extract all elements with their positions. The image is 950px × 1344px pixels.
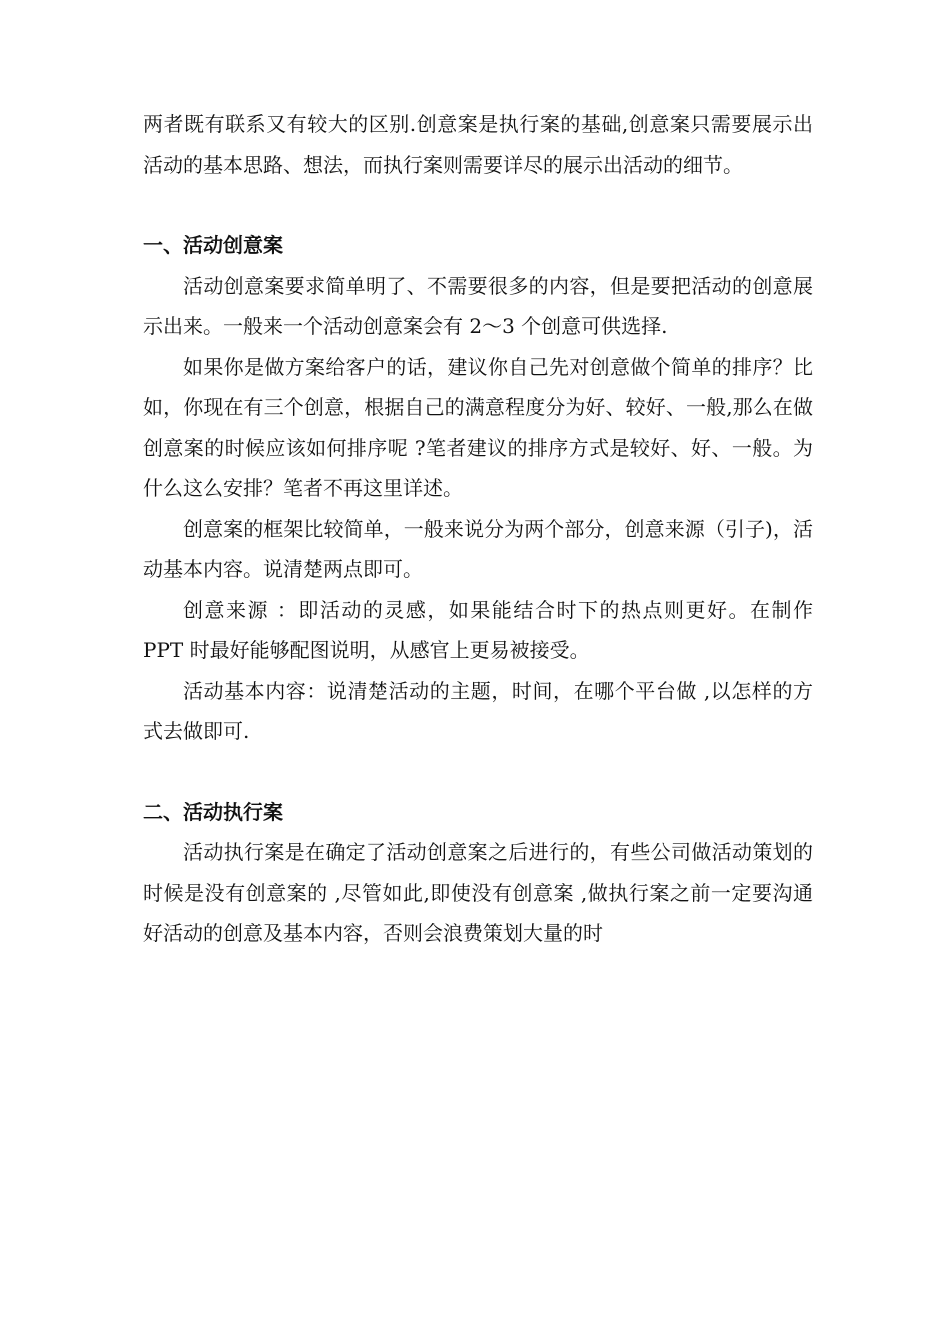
creative-paragraph-3: 创意案的框架比较简单，一般来说分为两个部分，创意来源（引子)，活动基本内容。说清楚两点即可。 — [143, 516, 813, 581]
section-heading-execution: 二、活动执行案 — [143, 799, 283, 824]
section-heading-creative: 一、活动创意案 — [143, 233, 283, 257]
creative-paragraph-4: 创意来源 ：即活动的灵感，如果能结合时下的热点则更好。在制作 PPT 时最好能够配图说明，从感官上更易被接受。 — [143, 597, 813, 662]
creative-paragraph-5: 活动基本内容：说清楚活动的主题，时间，在哪个平台做 ,以怎样的方式去做即可. — [143, 678, 813, 743]
document-body — [143, 104, 813, 954]
creative-paragraph-1: 活动创意案要求简单明了、不需要很多的内容，但是要把活动的创意展示出来。一般来一个活动创意案会有 2～3 个创意可供选择. — [143, 273, 813, 338]
execution-paragraph-1: 活动执行案是在确定了活动创意案之后进行的，有些公司做活动策划的时候是没有创意案的 ,尽管如此,即使没有创意案 ,做执行案之前一定要沟通好活动的创意及基本内容，否则会浪费策划大量的时 — [143, 840, 813, 945]
creative-paragraph-2: 如果你是做方案给客户的话，建议你自己先对创意做个简单的排序？比如，你现在有三个创意，根据自己的满意程度分为好、较好、一般,那么在做创意案的时候应该如何排序呢 ?笔者建议的排序方式是较好、好、一般。为什么这么安排？笔者不再这里详述。 — [143, 354, 813, 500]
intro-paragraph: 两者既有联系又有较大的区别.创意案是执行案的基础,创意案只需要展示出活动的基本思路、想法，而执行案则需要详尽的展示出活动的细节。 — [143, 112, 813, 177]
